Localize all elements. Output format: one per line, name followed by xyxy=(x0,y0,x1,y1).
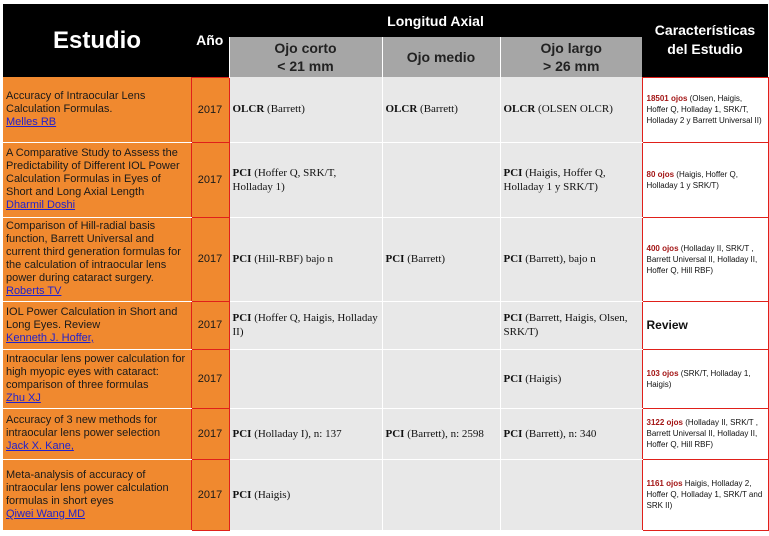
table-row xyxy=(3,459,768,530)
header-caracteristicas-line2: del Estudio xyxy=(667,41,743,58)
comparison-table xyxy=(3,4,769,531)
study-title: Comparison of Hill-radial basis function, Barrett Universal and current third generation formulas for the calculation of intraocular lens power during cataract surgery. xyxy=(6,220,181,285)
long-method: PCI xyxy=(503,253,523,266)
medium-formulas: (Barrett), n: 2598 xyxy=(404,427,484,440)
characteristics-cell xyxy=(642,77,768,142)
characteristics-text: (Olsen, Haigis, Hoffer Q, Holladay 1, SRK/T, Holladay 2 y Barrett Universal II) xyxy=(646,94,762,126)
short-eye-cell xyxy=(229,217,382,301)
table-row xyxy=(3,349,768,408)
characteristics-text: (Holladay II, SRK/T , Barrett Universal II, Holladay II, Hoffer Q, Hill RBF) xyxy=(646,243,758,275)
year-cell: 2017 xyxy=(191,459,229,530)
eye-count: 3122 ojos xyxy=(646,418,683,428)
long-formulas: (Haigis) xyxy=(522,372,562,385)
characteristics-cell xyxy=(642,408,768,459)
long-eye-cell xyxy=(500,217,642,301)
eye-count: 18501 ojos xyxy=(646,94,688,104)
study-author-link[interactable]: Roberts TV xyxy=(6,285,62,298)
table-row xyxy=(3,77,768,142)
medium-eye-cell xyxy=(382,77,500,142)
study-author-link[interactable]: Melles RB xyxy=(6,115,57,128)
study-title: Accuracy of Intraocular Lens Calculation Formulas. xyxy=(6,89,146,115)
short-method: OLCR xyxy=(232,103,265,116)
header-row-1 xyxy=(3,4,768,37)
year-cell: 2017 xyxy=(191,217,229,301)
header-ojo-medio: Ojo medio xyxy=(382,37,500,77)
characteristics-cell xyxy=(642,217,768,301)
study-cell xyxy=(3,301,191,349)
short-method: PCI xyxy=(232,312,252,325)
long-eye-cell xyxy=(500,142,642,217)
characteristics-cell xyxy=(642,459,768,530)
short-method: PCI xyxy=(232,488,252,501)
table-row xyxy=(3,217,768,301)
short-eye-cell xyxy=(229,459,382,530)
header-ano: Año xyxy=(191,4,229,77)
eye-count: 400 ojos xyxy=(646,243,679,253)
medium-method: PCI xyxy=(385,427,405,440)
study-cell xyxy=(3,349,191,408)
short-eye-cell xyxy=(229,349,382,408)
medium-eye-cell xyxy=(382,459,500,530)
table-row xyxy=(3,301,768,349)
medium-eye-cell xyxy=(382,301,500,349)
table-row xyxy=(3,408,768,459)
long-formulas: (Barrett), bajo n xyxy=(522,253,596,266)
eye-count: 1161 ojos xyxy=(646,479,683,489)
long-method: PCI xyxy=(503,166,523,179)
characteristics-cell xyxy=(642,142,768,217)
medium-eye-cell xyxy=(382,349,500,408)
eye-count: 103 ojos xyxy=(646,368,679,378)
study-author-link[interactable]: Dharmil Doshi xyxy=(6,199,76,212)
year-cell: 2017 xyxy=(191,142,229,217)
study-title: Accuracy of 3 new methods for intraocular lens power selection xyxy=(6,414,161,440)
study-title: IOL Power Calculation in Short and Long Eyes. Review xyxy=(6,305,178,331)
study-cell xyxy=(3,459,191,530)
characteristics-cell xyxy=(642,301,768,349)
short-formulas: (Hill-RBF) bajo n xyxy=(251,253,334,266)
study-author-link[interactable]: Zhu XJ xyxy=(6,391,41,404)
study-author-link[interactable]: Qiwei Wang MD xyxy=(6,507,86,520)
long-eye-cell xyxy=(500,349,642,408)
ojo-corto-range: < 21 mm xyxy=(277,58,334,75)
long-formulas: (Haigis, Hoffer Q, Holladay 1 y SRK/T) xyxy=(503,166,606,193)
short-formulas: (Holladay I), n: 137 xyxy=(251,427,342,440)
long-formulas: (OLSEN OLCR) xyxy=(535,103,613,116)
study-title: A Comparative Study to Assess the Predictability of Different IOL Power Calculation Formulas in Eyes of Short and Long Axial Length xyxy=(6,147,180,199)
long-eye-cell xyxy=(500,459,642,530)
medium-eye-cell xyxy=(382,217,500,301)
long-formulas: (Barrett), n: 340 xyxy=(522,427,597,440)
table-row xyxy=(3,142,768,217)
short-eye-cell xyxy=(229,301,382,349)
eye-count: 80 ojos xyxy=(646,169,675,179)
long-formulas: (Barrett, Haigis, Olsen, SRK/T) xyxy=(503,312,628,339)
short-eye-cell xyxy=(229,408,382,459)
ojo-largo-label: Ojo largo xyxy=(540,40,602,57)
study-title: Meta-analysis of accuracy of intraocular lens power calculation formulas in short eyes xyxy=(6,468,169,507)
study-cell xyxy=(3,142,191,217)
short-method: PCI xyxy=(232,166,252,179)
short-method: PCI xyxy=(232,253,252,266)
short-method: PCI xyxy=(232,427,252,440)
long-method: PCI xyxy=(503,372,523,385)
short-eye-cell xyxy=(229,77,382,142)
long-method: PCI xyxy=(503,312,523,325)
header-estudio: Estudio xyxy=(3,4,191,77)
long-method: OLCR xyxy=(503,103,536,116)
short-eye-cell xyxy=(229,142,382,217)
characteristics-text: (Haigis, Hoffer Q, Holladay 1 y SRK/T) xyxy=(646,169,738,190)
medium-method: PCI xyxy=(385,253,405,266)
short-formulas: (Hoffer Q, Haigis, Holladay II) xyxy=(232,312,378,339)
short-formulas: (Hoffer Q, SRK/T, Holladay 1) xyxy=(232,166,337,193)
study-author-link[interactable]: Kenneth J. Hoffer, xyxy=(6,331,94,344)
study-author-link[interactable]: Jack X. Kane, xyxy=(6,440,74,453)
header-longitud-axial: Longitud Axial xyxy=(229,4,642,37)
characteristics-text: (Holladay II, SRK/T , Barrett Universal II, Holladay II, Hoffer Q, Hill RBF) xyxy=(646,418,758,450)
header-ojo-corto xyxy=(229,37,382,77)
study-title: Intraocular lens power calculation for high myopic eyes with cataract: comparison of three formulas xyxy=(6,352,186,391)
short-formulas: (Haigis) xyxy=(251,488,291,501)
long-eye-cell xyxy=(500,301,642,349)
study-cell xyxy=(3,217,191,301)
characteristics-text: Review xyxy=(646,317,688,332)
study-cell xyxy=(3,77,191,142)
medium-formulas: (Barrett) xyxy=(404,253,446,266)
medium-eye-cell xyxy=(382,142,500,217)
long-eye-cell xyxy=(500,77,642,142)
header-caracteristicas xyxy=(642,4,768,77)
medium-method: OLCR xyxy=(385,103,418,116)
year-cell: 2017 xyxy=(191,301,229,349)
study-cell xyxy=(3,408,191,459)
long-method: PCI xyxy=(503,427,523,440)
long-eye-cell xyxy=(500,408,642,459)
year-cell: 2017 xyxy=(191,408,229,459)
header-caracteristicas-line1: Características xyxy=(654,22,756,39)
ojo-corto-label: Ojo corto xyxy=(274,40,337,57)
medium-eye-cell xyxy=(382,408,500,459)
characteristics-text: (SRK/T, Holladay 1, Haigis) xyxy=(646,368,751,389)
medium-formulas: (Barrett) xyxy=(417,103,458,116)
header-ojo-largo xyxy=(500,37,642,77)
short-formulas: (Barrett) xyxy=(264,103,305,116)
characteristics-cell xyxy=(642,349,768,408)
ojo-largo-range: > 26 mm xyxy=(543,58,600,75)
characteristics-text: Haigis, Holladay 2, Hoffer Q, Holladay 1, SRK/T and SRK II) xyxy=(646,479,763,511)
year-cell: 2017 xyxy=(191,77,229,142)
year-cell: 2017 xyxy=(191,349,229,408)
